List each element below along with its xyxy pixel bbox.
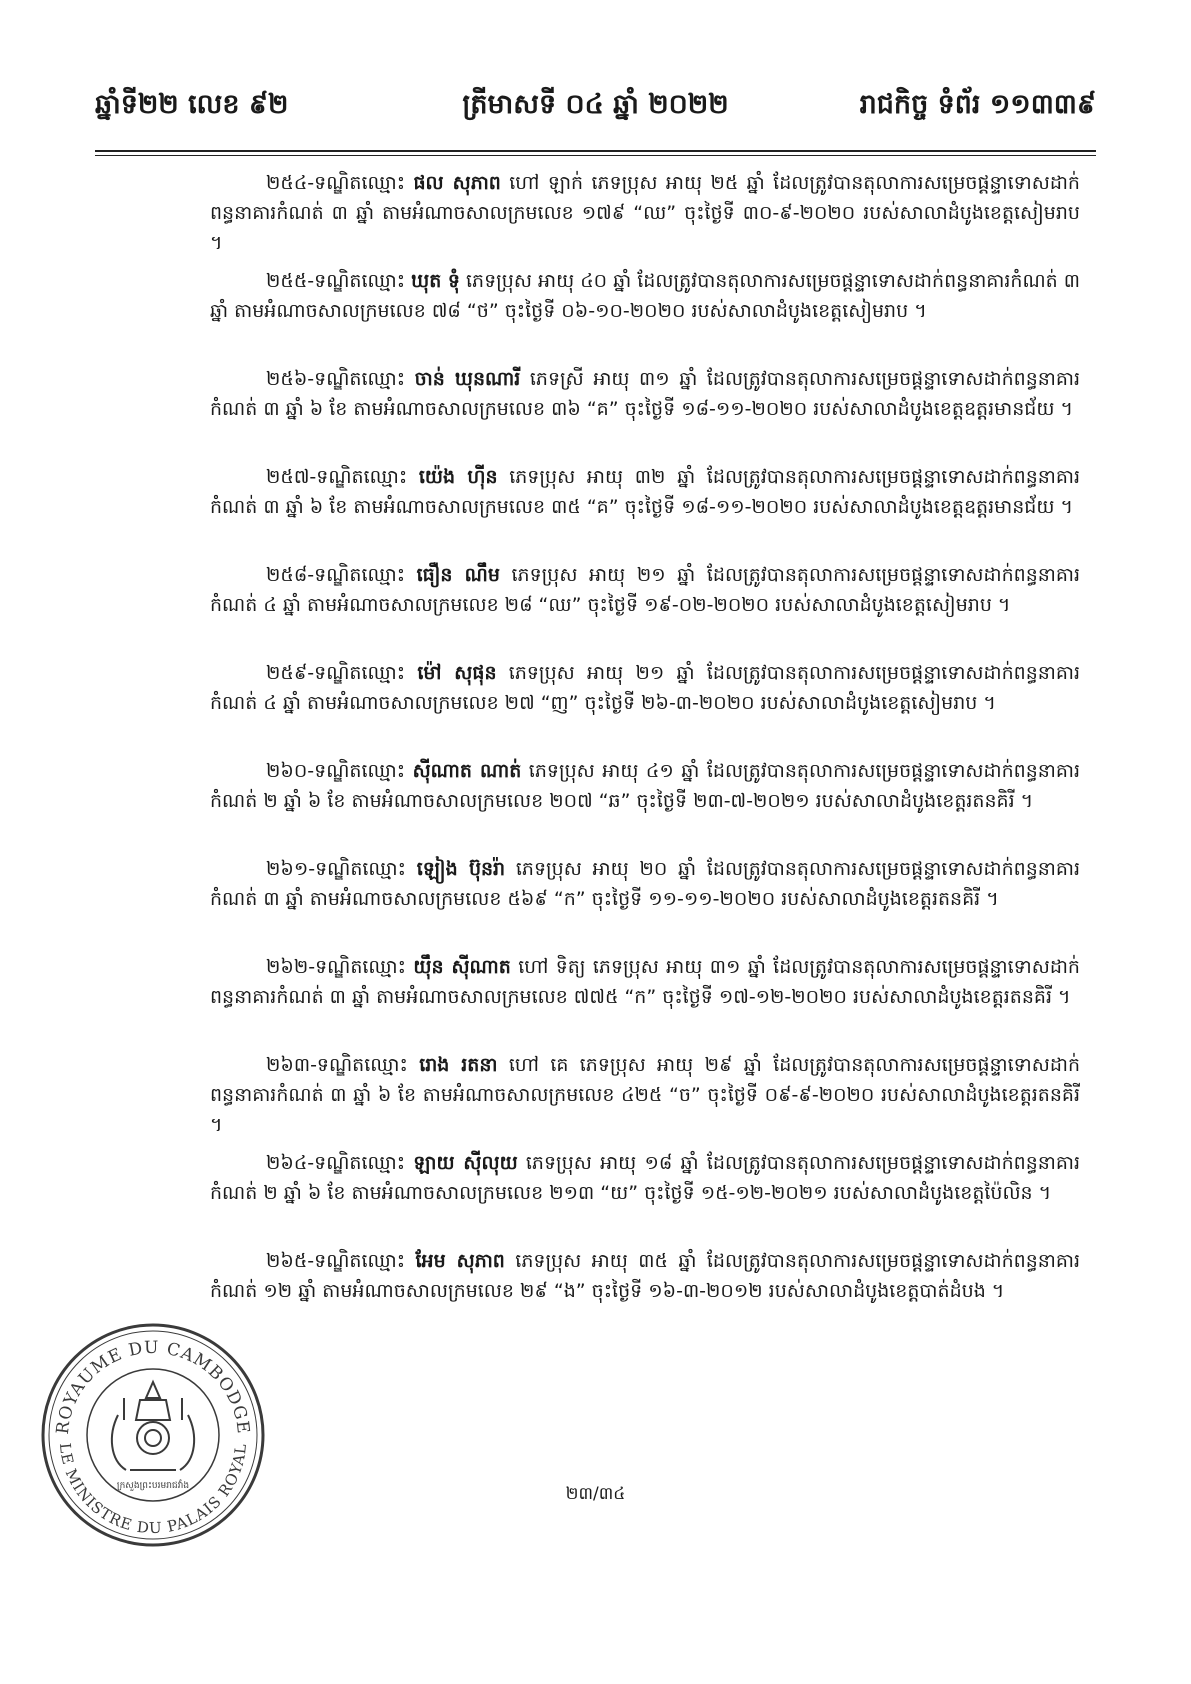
- entry-text: ភេទប្រុស អាយុ ២០ ឆ្នាំ ដែលត្រូវបានតុលាការសម្រេចផ្តន្ទាទោសដាក់ពន្ធនាគារកំណត់ ៣ ឆ្នាំ តាមអំណាចសាលក្រមលេខ ៥៦៩ “ក” ចុះថ្ងៃទី ១១-១១-២០២០ របស់សាលាដំបូងខេត្តរតនគិរី ។: [210, 858, 1080, 910]
- entry-text: ភេទប្រុស អាយុ ១៨ ឆ្នាំ ដែលត្រូវបានតុលាការសម្រេចផ្តន្ទាទោសដាក់ពន្ធនាគារកំណត់ ២ ឆ្នាំ ៦ ខែ តាមអំណាចសាលក្រមលេខ ២១៣ “យ” ចុះថ្ងៃទី ១៥-១២-២០២១ របស់សាលាដំបូងខេត្តប៉ៃលិន ។: [210, 1152, 1080, 1204]
- entry-prefix: ២៥៦-ទណ្ឌិតឈ្មោះ: [266, 368, 415, 390]
- entry-prefix: ២៦៣-ទណ្ឌិតឈ្មោះ: [266, 1054, 420, 1076]
- entry-prefix: ២៥៤-ទណ្ឌិតឈ្មោះ: [266, 172, 414, 194]
- header-year-issue: ឆ្នាំទី២២ លេខ ៩២: [95, 89, 289, 120]
- entry-265: [210, 1246, 1080, 1336]
- entry-prefix: ២៦០-ទណ្ឌិតឈ្មោះ: [266, 760, 413, 782]
- entry-text: ភេទប្រុស អាយុ ២១ ឆ្នាំ ដែលត្រូវបានតុលាការសម្រេចផ្តន្ទាទោសដាក់ពន្ធនាគារកំណត់ ៤ ឆ្នាំ តាមអំណាចសាលក្រមលេខ ២៨ “ឈ” ចុះថ្ងៃទី ១៩-០២-២០២០ របស់សាលាដំបូងខេត្តសៀមរាប ។: [210, 564, 1080, 616]
- convict-name: ម៉ៅ សុផុន: [417, 662, 497, 684]
- gazette-header: [95, 88, 1096, 148]
- entry-text: ភេទប្រុស អាយុ ២១ ឆ្នាំ ដែលត្រូវបានតុលាការសម្រេចផ្តន្ទាទោសដាក់ពន្ធនាគារកំណត់ ៤ ឆ្នាំ តាមអំណាចសាលក្រមលេខ ២៧ “ញ” ចុះថ្ងៃទី ២៦-៣-២០២០ របស់សាលាដំបូងខេត្តសៀមរាប ។: [210, 662, 1080, 714]
- header-page-ref: រាជកិច្ច ទំព័រ ១១៣៣៩: [859, 89, 1096, 120]
- entry-256: [210, 364, 1080, 454]
- entry-text: ហៅ ទិត្យ ភេទប្រុស អាយុ ៣១ ឆ្នាំ ដែលត្រូវបានតុលាការសម្រេចផ្តន្ទាទោសដាក់ពន្ធនាគារកំណត់ ៣ ឆ្នាំ តាមអំណាចសាលក្រមលេខ ៧៧៥ “ក” ចុះថ្ងៃទី ១៧-១២-២០២០ របស់សាលាដំបូងខេត្តរតនគិរី ។: [210, 956, 1080, 1008]
- entry-257: [210, 462, 1080, 552]
- entry-prefix: ២៥៩-ទណ្ឌិតឈ្មោះ: [266, 662, 418, 684]
- convict-name: ឡាយ ស៊ីលុយ: [413, 1152, 518, 1174]
- entry-254: [210, 168, 1080, 258]
- entry-text: ភេទប្រុស អាយុ ៤០ ឆ្នាំ ដែលត្រូវបានតុលាការសម្រេចផ្តន្ទាទោសដាក់ពន្ធនាគារកំណត់ ៣ ឆ្នាំ តាមអំណាចសាលក្រមលេខ ៧៨ “ថ” ចុះថ្ងៃទី ០៦-១០-២០២០ របស់សាលាដំបូងខេត្តសៀមរាប ។: [210, 270, 1080, 322]
- seal-bottom-text: LE MINISTRE DU PALAIS ROYAL: [55, 1442, 251, 1538]
- entry-prefix: ២៦២-ទណ្ឌិតឈ្មោះ: [266, 956, 414, 978]
- entry-text: ភេទប្រុស អាយុ ៤១ ឆ្នាំ ដែលត្រូវបានតុលាការសម្រេចផ្តន្ទាទោសដាក់ពន្ធនាគារកំណត់ ២ ឆ្នាំ ៦ ខែ តាមអំណាចសាលក្រមលេខ ២០៧ “ឆ” ចុះថ្ងៃទី ២៣-៧-២០២១ របស់សាលាដំបូងខេត្តរតនគិរី ។: [210, 760, 1080, 812]
- convict-name: ស៊ីណាត ណាត់: [412, 760, 522, 782]
- decree-entries: [210, 168, 1080, 1344]
- seal-inner-text: ក្រសួងព្រះបរមរាជវាំង: [116, 1481, 190, 1491]
- entry-259: [210, 658, 1080, 748]
- entry-text: ភេទប្រុស អាយុ ៣២ ឆ្នាំ ដែលត្រូវបានតុលាការសម្រេចផ្តន្ទាទោសដាក់ពន្ធនាគារកំណត់ ៣ ឆ្នាំ ៦ ខែ តាមអំណាចសាលក្រមលេខ ៣៥ “គ” ចុះថ្ងៃទី ១៨-១១-២០២០ របស់សាលាដំបូងខេត្តឧត្តរមានជ័យ ។: [210, 466, 1081, 518]
- seal-top-text: ROYAUME DU CAMBODGE: [52, 1337, 254, 1436]
- entry-text: ហៅ គេ ភេទប្រុស អាយុ ២៩ ឆ្នាំ ដែលត្រូវបានតុលាការសម្រេចផ្តន្ទាទោសដាក់ពន្ធនាគារកំណត់ ៣ ឆ្នាំ ៦ ខែ តាមអំណាចសាលក្រមលេខ ៤២៥ “ច” ចុះថ្ងៃទី ០៩-៩-២០២០ របស់សាលាដំបូងខេត្តរតនគិរី ។: [210, 1054, 1081, 1136]
- header-quarter: ត្រីមាសទី ០៤ ឆ្នាំ ២០២២: [462, 89, 729, 120]
- entry-prefix: ២៥៧-ទណ្ឌិតឈ្មោះ: [266, 466, 419, 488]
- entry-261: [210, 854, 1080, 944]
- convict-name: អែម សុភាព: [415, 1250, 505, 1272]
- entry-prefix: ២៦៥-ទណ្ឌិតឈ្មោះ: [266, 1250, 416, 1272]
- entry-prefix: ២៥៨-ទណ្ឌិតឈ្មោះ: [266, 564, 417, 586]
- convict-name: ចាន់ ឃុនណារី: [414, 368, 521, 390]
- entry-264: [210, 1148, 1080, 1238]
- entry-text: ភេទប្រុស អាយុ ៣៥ ឆ្នាំ ដែលត្រូវបានតុលាការសម្រេចផ្តន្ទាទោសដាក់ពន្ធនាគារកំណត់ ១២ ឆ្នាំ តាមអំណាចសាលក្រមលេខ ២៩ “ង” ចុះថ្ងៃទី ១៦-៣-២០១២ របស់សាលាដំបូងខេត្តបាត់ដំបង ។: [210, 1250, 1080, 1302]
- entry-262: [210, 952, 1080, 1042]
- convict-name: យ៉ឹន ស៊ីណាត: [413, 956, 511, 978]
- page-number: ២៣/៣៤: [565, 1484, 626, 1504]
- seal-crest-icon: [112, 1382, 194, 1470]
- entry-text: ហៅ ឡាក់ ភេទប្រុស អាយុ ២៥ ឆ្នាំ ដែលត្រូវបានតុលាការសម្រេចផ្តន្ទាទោសដាក់ពន្ធនាគារកំណត់ ៣ ឆ្នាំ តាមអំណាចសាលក្រមលេខ ១៧៩ “ឈ” ចុះថ្ងៃទី ៣០-៩-២០២០ របស់សាលាដំបូងខេត្តសៀមរាប ។: [210, 172, 1080, 254]
- entry-prefix: ២៥៥-ទណ្ឌិតឈ្មោះ: [266, 270, 412, 292]
- royal-palace-seal-icon: [38, 1320, 268, 1550]
- convict-name: ឡៀង ប៊ុនរ៉ា: [416, 858, 506, 880]
- convict-name: ផល សុភាព: [413, 172, 501, 194]
- header-rule: [95, 150, 1096, 156]
- entry-258: [210, 560, 1080, 650]
- convict-name: រោង រតនា: [419, 1054, 498, 1076]
- entry-260: [210, 756, 1080, 846]
- convict-name: ធឿន ណឹម: [416, 564, 500, 586]
- convict-name: យ៉េង ហ៊ីន: [418, 466, 498, 488]
- entry-prefix: ២៦១-ទណ្ឌិតឈ្មោះ: [266, 858, 417, 880]
- entry-prefix: ២៦៤-ទណ្ឌិតឈ្មោះ: [266, 1152, 414, 1174]
- convict-name: ឃុត ទុំ: [411, 270, 460, 292]
- entry-255: [210, 266, 1080, 356]
- entry-263: [210, 1050, 1080, 1140]
- entry-text: ភេទស្រី អាយុ ៣១ ឆ្នាំ ដែលត្រូវបានតុលាការសម្រេចផ្តន្ទាទោសដាក់ពន្ធនាគារកំណត់ ៣ ឆ្នាំ ៦ ខែ តាមអំណាចសាលក្រមលេខ ៣៦ “គ” ចុះថ្ងៃទី ១៨-១១-២០២០ របស់សាលាដំបូងខេត្តឧត្តរមានជ័យ ។: [210, 368, 1081, 420]
